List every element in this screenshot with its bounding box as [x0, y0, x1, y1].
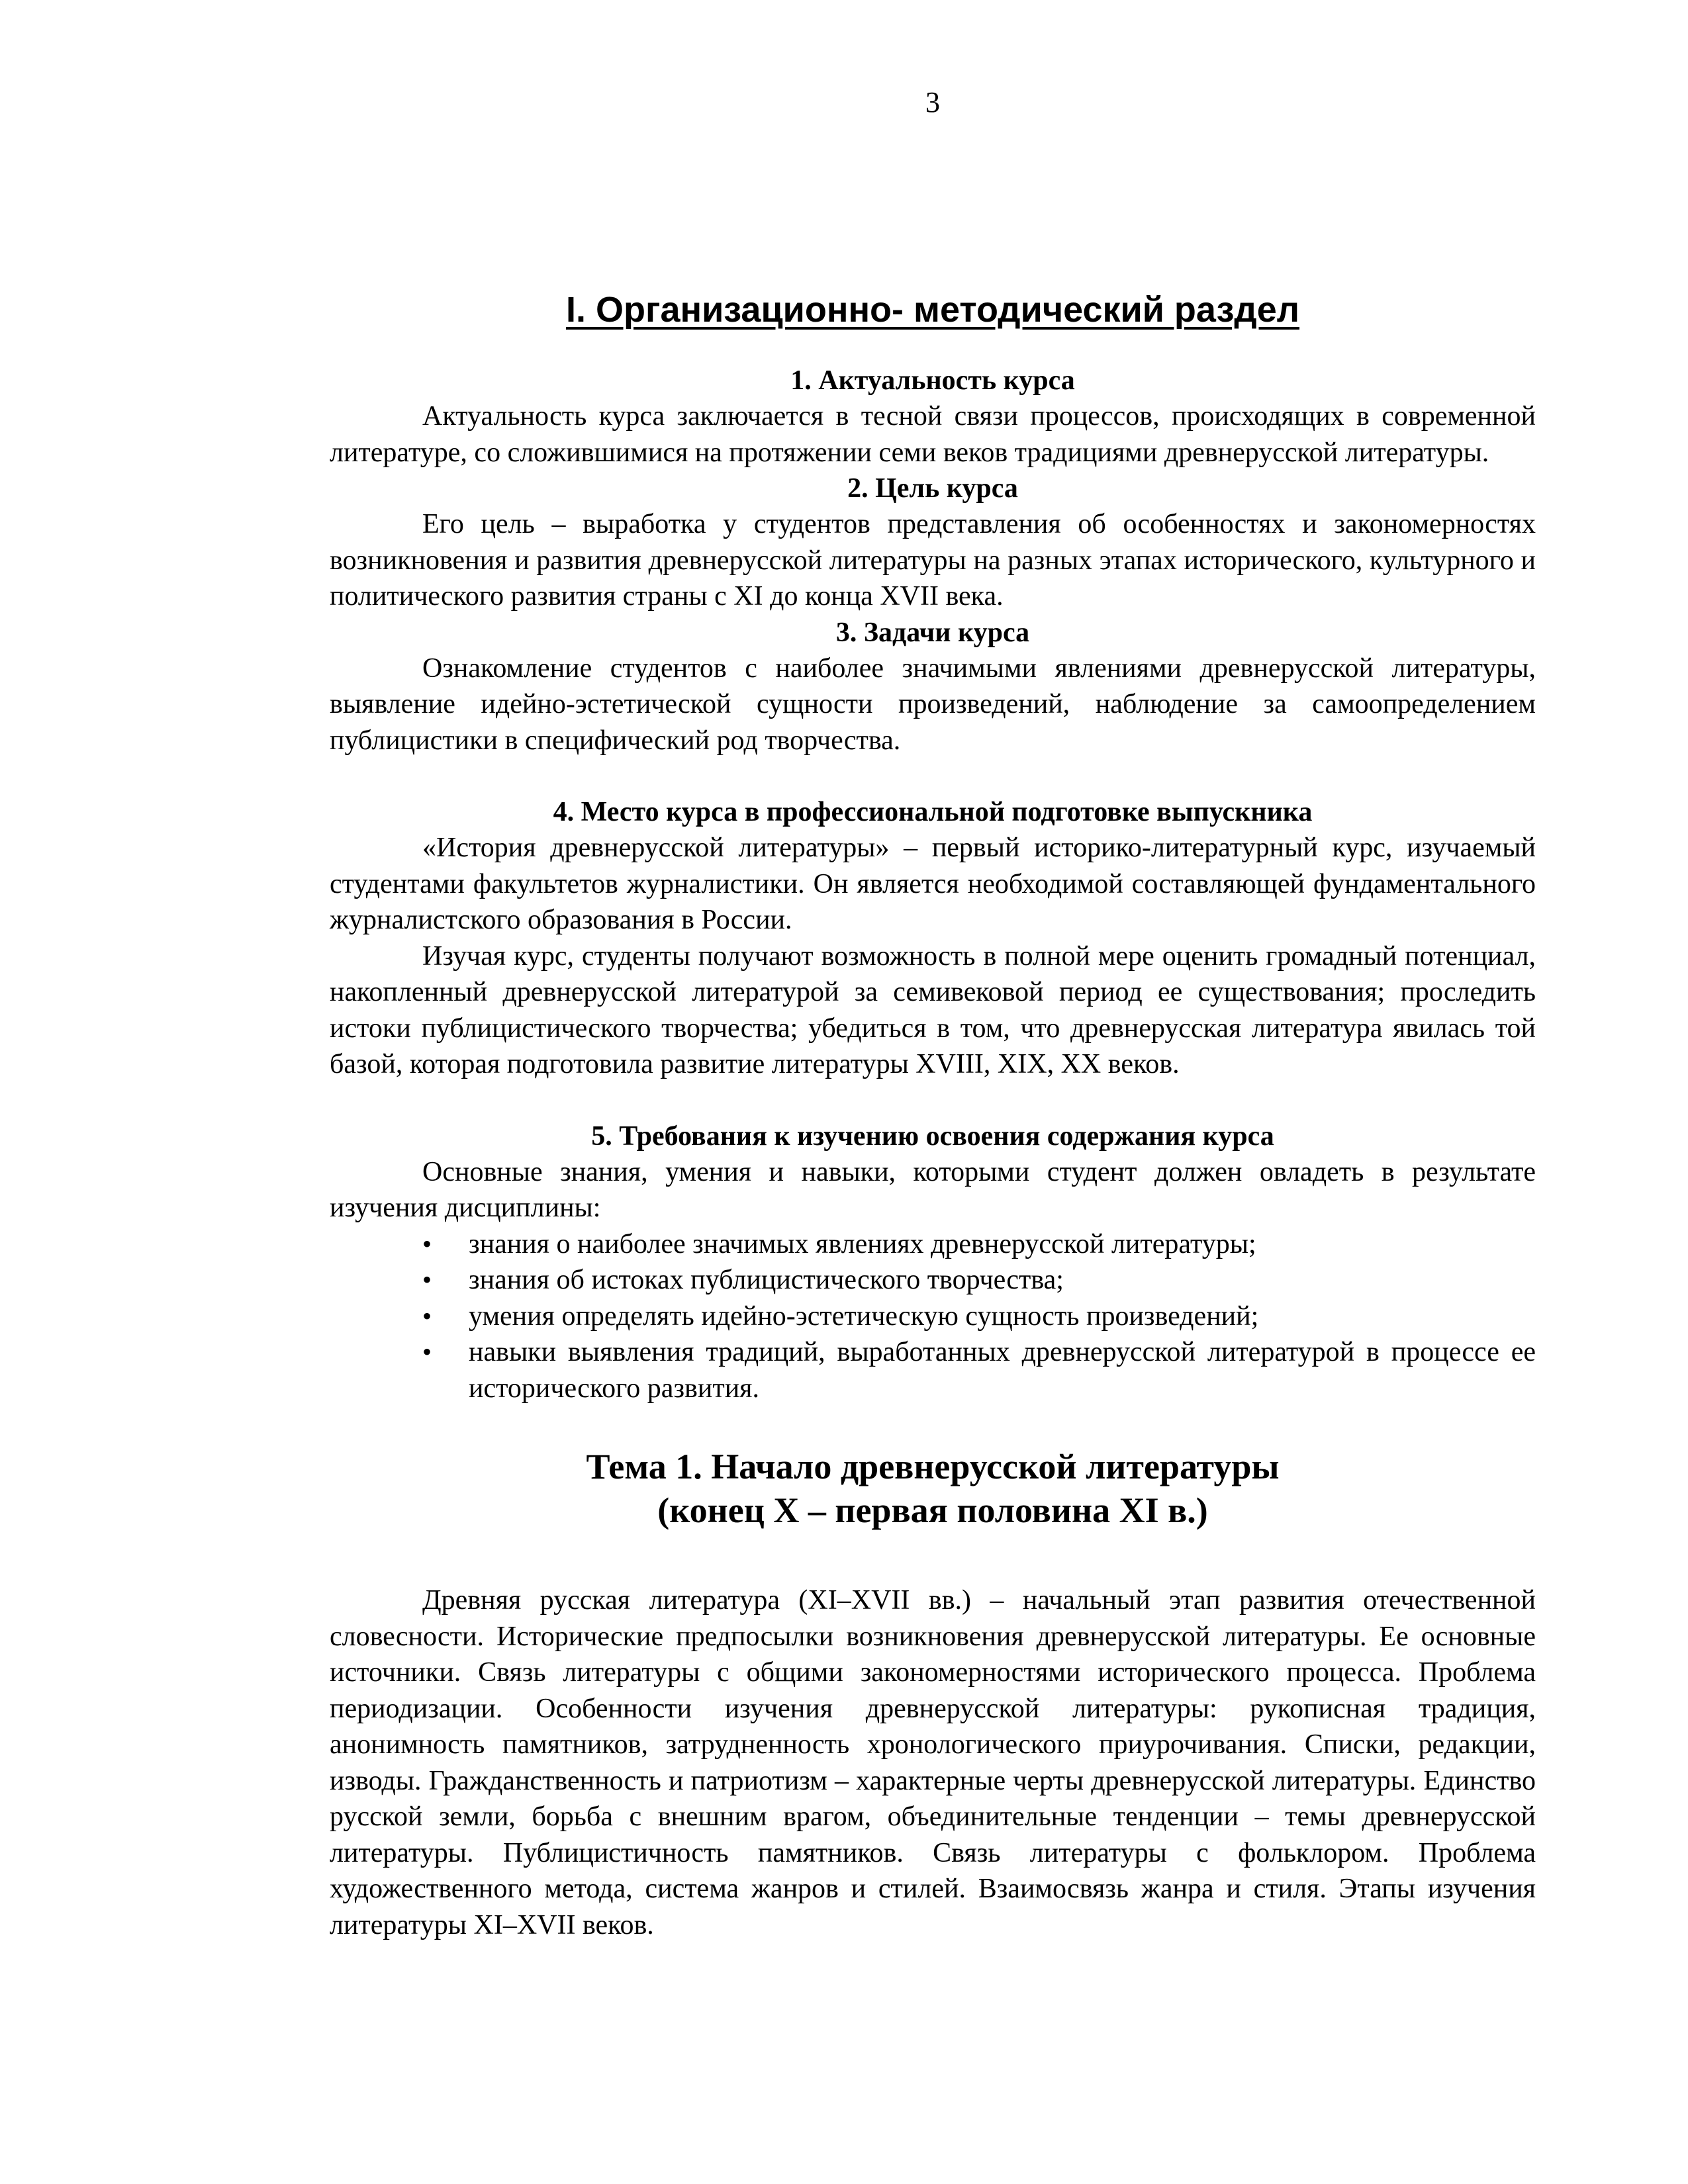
- list-item-text: умения определять идейно-эстетическую сущность произведений;: [469, 1300, 1259, 1332]
- paragraph-tasks: Ознакомление студентов с наиболее значимыми явлениями древнерусской литературы, выявление идейно-эстетической сущности произведений, наблюдение за самоопределением публицистики в специфический род творчества.: [330, 653, 1536, 756]
- paragraph-requirements: Основные знания, умения и навыки, которыми студент должен овладеть в результате изучения дисциплины:: [330, 1156, 1536, 1223]
- list-item-text: навыки выявления традиций, выработанных древнерусской литературой в процессе ее исторического развития.: [469, 1337, 1536, 1404]
- requirements-list: [330, 1226, 1536, 1407]
- list-item-text: знания о наиболее значимых явлениях древнерусской литературы;: [469, 1228, 1256, 1259]
- topic-title-line1: Тема 1. Начало древнерусской литературы: [586, 1447, 1280, 1486]
- bullet-icon: •: [422, 1265, 432, 1295]
- heading-relevance: 1. Актуальность курса: [790, 365, 1075, 396]
- paragraph-course-potential: Изучая курс, студенты получают возможность в полной мере оценить громадный потенциал, накопленный древнерусской литературой за семивековой период ее существования; проследить истоки публицистического творчества; убедиться в том, что древнерусская литература явилась той базой, которая подготовила развитие литературы XVIII, XIX, XX веков.: [330, 940, 1536, 1079]
- section-title: I. Организационно- методический раздел: [565, 290, 1300, 330]
- topic-title: [330, 1445, 1536, 1532]
- list-item: [422, 1334, 1536, 1406]
- bullet-icon: •: [422, 1300, 432, 1331]
- topic-title-line2: (конец X – первая половина XI в.): [657, 1490, 1208, 1530]
- list-item: [422, 1298, 1536, 1335]
- page-number: 3: [925, 86, 940, 118]
- paragraph-goal: Его цель – выработка у студентов представления об особенностях и закономерностях возникновения и развития древнерусской литературы на разных этапах исторического, культурного и политического развития страны с XI до конца XVII века.: [330, 509, 1536, 612]
- paragraph-topic: Древняя русская литература (XI–XVII вв.) – начальный этап развития отечественной словесности. Исторические предпосылки возникновения древнерусской литературы. Ее основные источники. Связь литературы с общими закономерностями исторического процесса. Проблема периодизации. Особенности изучения древнерусской литературы: рукописная традиция, анонимность памятников, затрудненность хронологического приурочивания. Списки, редакции, изводы. Гражданственность и патриотизм – характерные черты древнерусской литературы. Единство русской земли, борьба с внешним врагом, объединительные тенденции – темы древнерусской литературы. Публицистичность памятников. Связь литературы с фольклором. Проблема художественного метода, система жанров и стилей. Взаимосвязь жанра и стиля. Этапы изучения литературы XI–XVII веков.: [330, 1585, 1536, 1940]
- paragraph-relevance: Актуальность курса заключается в тесной связи процессов, происходящих в современной литературе, со сложившимися на протяжении семи веков традициями древнерусской литературы.: [330, 401, 1536, 468]
- list-item-text: знания об истоках публицистического творчества;: [469, 1265, 1064, 1295]
- heading-requirements: 5. Требования к изучению освоения содержания курса: [591, 1120, 1274, 1152]
- heading-tasks: 3. Задачи курса: [835, 617, 1030, 648]
- heading-course-place: 4. Место курса в профессиональной подготовке выпускника: [553, 797, 1313, 827]
- bullet-icon: •: [422, 1337, 432, 1367]
- list-item: [422, 1226, 1536, 1263]
- bullet-icon: •: [422, 1228, 432, 1259]
- heading-goal: 2. Цель курса: [847, 473, 1018, 504]
- list-item: [422, 1262, 1536, 1298]
- document-page: [330, 86, 1536, 1943]
- paragraph-course-place: «История древнерусской литературы» – первый историко-литературный курс, изучаемый студентами факультетов журналистики. Он является необходимой составляющей фундаментального журналистского образования в России.: [330, 833, 1536, 935]
